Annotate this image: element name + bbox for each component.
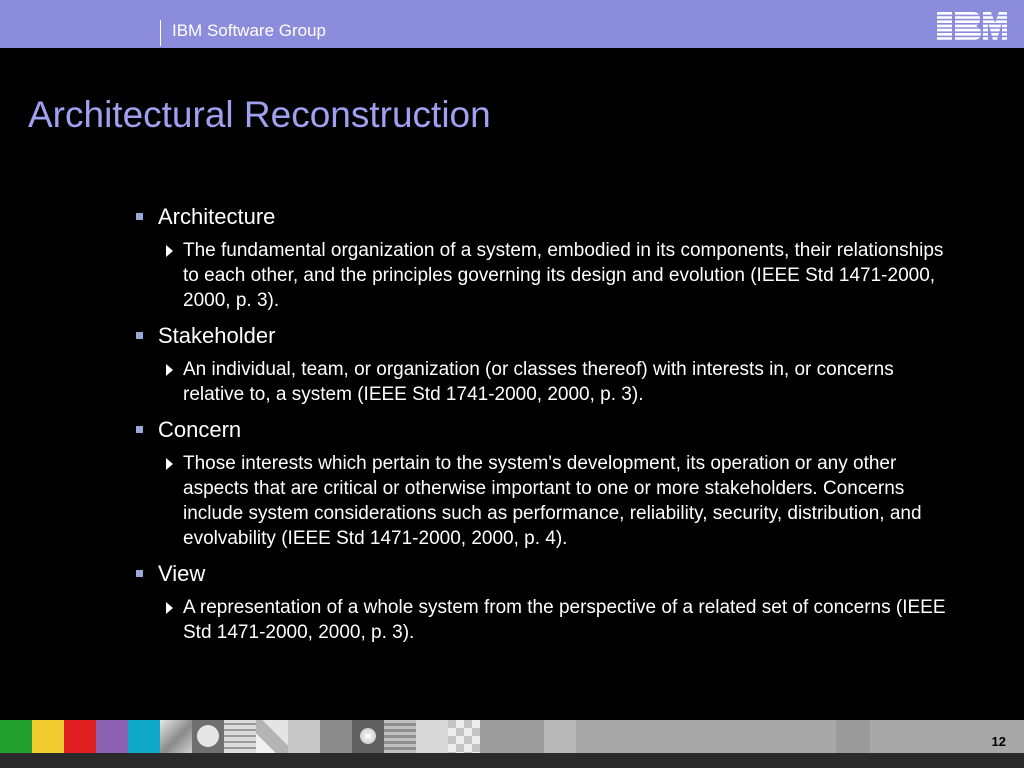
slide-content: [134, 202, 954, 645]
gray-tile: [544, 720, 576, 753]
gray-tile: [836, 720, 870, 753]
photo-tile-pale: [416, 720, 448, 753]
triangle-bullet-icon: [166, 364, 173, 376]
color-tile-cyan: [128, 720, 160, 753]
square-bullet-icon: [136, 570, 143, 577]
term-stakeholder: [134, 321, 954, 351]
definition-view: [158, 595, 954, 645]
definition-text: A representation of a whole system from the perspective of a related set of concerns (IEEE Std 1471-2000, 2000, p. 3).: [183, 597, 946, 643]
page-number: 12: [991, 734, 1006, 749]
photo-tile-steps: [256, 720, 288, 753]
ibm-logo: [936, 11, 1008, 41]
definition-stakeholder: [158, 357, 954, 407]
photo-tile-dark: [320, 720, 352, 753]
term-label: Stakeholder: [158, 323, 276, 348]
header-divider: [160, 20, 161, 46]
square-bullet-icon: [136, 426, 143, 433]
definition-text: The fundamental organization of a system, embodied in its components, their relationships to each other, and the principles governing its design and evolution (IEEE Std 1471-2000, 2000, p. 3).: [183, 240, 944, 311]
triangle-bullet-icon: [166, 602, 173, 614]
photo-tile-stripes: [384, 720, 416, 753]
footer-base-bar: [0, 753, 1024, 768]
photo-tile-checker: [448, 720, 480, 753]
term-architecture: [134, 202, 954, 232]
photo-tile-circle: [192, 720, 224, 753]
color-tile-green: [0, 720, 32, 753]
color-tile-purple: [96, 720, 128, 753]
triangle-bullet-icon: [166, 245, 173, 257]
color-tile-yellow: [32, 720, 64, 753]
definition-architecture: [158, 238, 954, 313]
term-concern: [134, 415, 954, 445]
color-tile-red: [64, 720, 96, 753]
term-label: Concern: [158, 417, 242, 442]
square-bullet-icon: [136, 213, 143, 220]
term-view: [134, 559, 954, 589]
software-group-label: IBM Software Group: [172, 21, 327, 40]
definition-concern: [158, 451, 954, 551]
photo-tile-figure: [160, 720, 192, 753]
definition-text: Those interests which pertain to the system's development, its operation or any other aspects that are critical or otherwise important to one or more stakeholders. Concerns include system considerations such as performance, reliability, security, distribution, and evolvability (IEEE Std 1471-2000, 2000, p. 4).: [183, 453, 922, 549]
photo-tile-light: [288, 720, 320, 753]
photo-tile-flower: [352, 720, 384, 753]
header-bar: [0, 0, 1024, 48]
square-bullet-icon: [136, 332, 143, 339]
term-label: View: [158, 561, 206, 586]
definition-text: An individual, team, or organization (or classes thereof) with interests in, or concerns relative to, a system (IEEE Std 1741-2000, 2000, p. 3).: [183, 359, 894, 405]
gray-tile: [480, 720, 544, 753]
photo-tile-grid: [224, 720, 256, 753]
footer-image-strip: [0, 720, 1024, 753]
slide-title: Architectural Reconstruction: [28, 94, 491, 135]
triangle-bullet-icon: [166, 458, 173, 470]
term-label: Architecture: [158, 204, 276, 229]
